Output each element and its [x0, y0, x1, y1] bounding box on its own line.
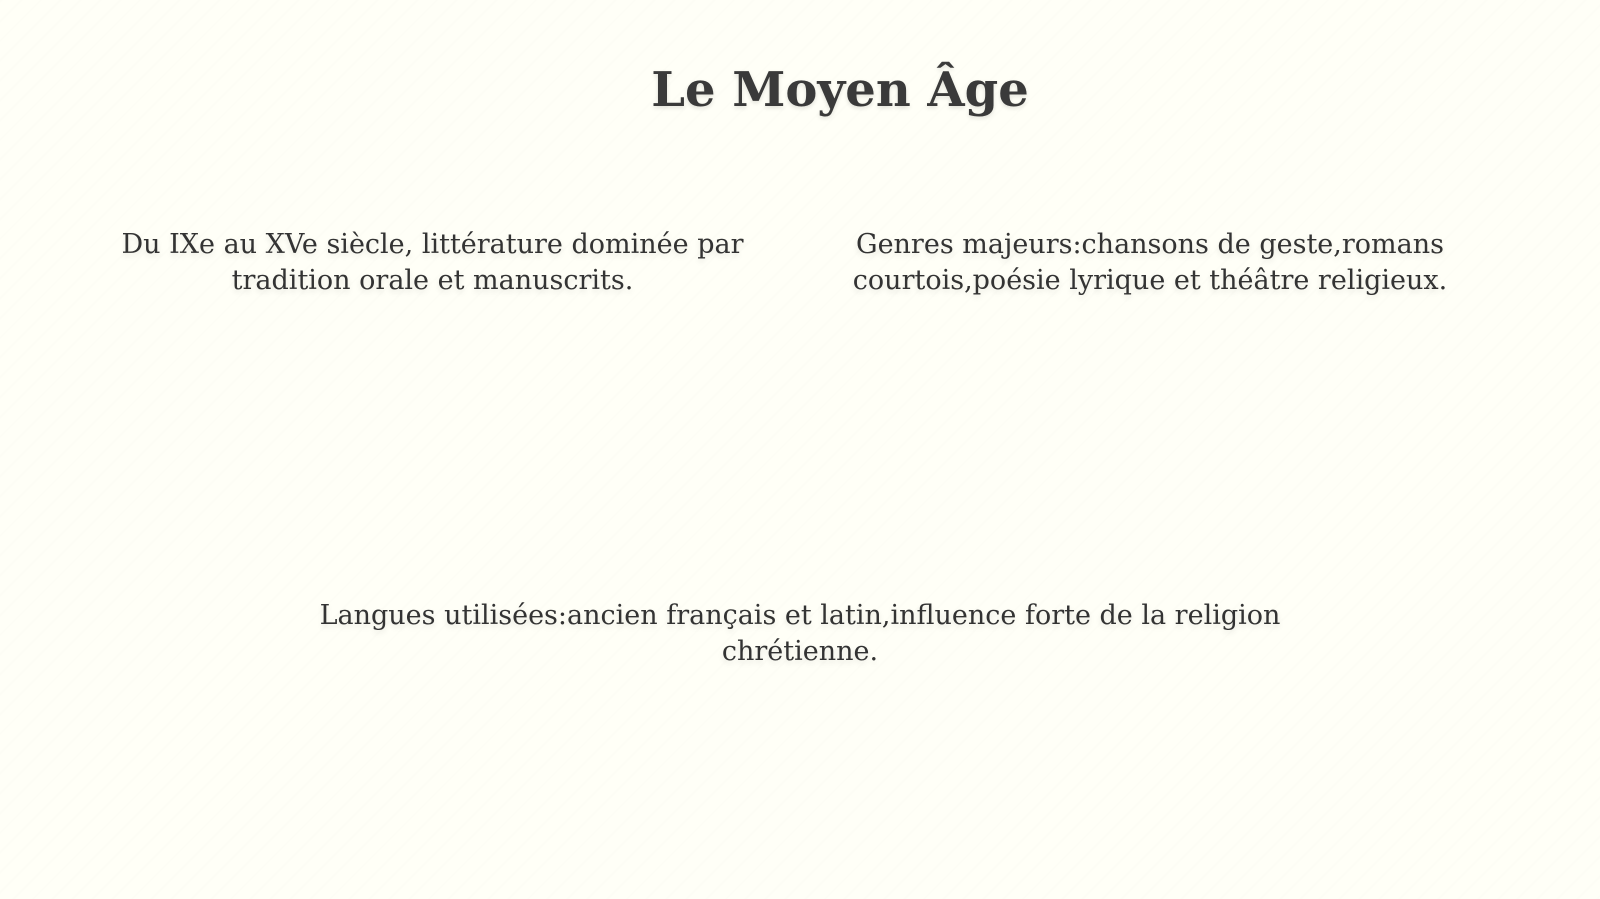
bottom-paragraph: Langues utilisées:ancien français et latin,influence forte de la religion chrétienne.	[319, 600, 1281, 667]
left-paragraph: Du IXe au XVe siècle, littérature dominée par tradition orale et manuscrits.	[121, 229, 744, 296]
right-paragraph: Genres majeurs:chansons de geste,romans courtois,poésie lyrique et théâtre religieux.	[852, 229, 1448, 296]
slide-title: Le Moyen Âge	[651, 62, 1029, 118]
